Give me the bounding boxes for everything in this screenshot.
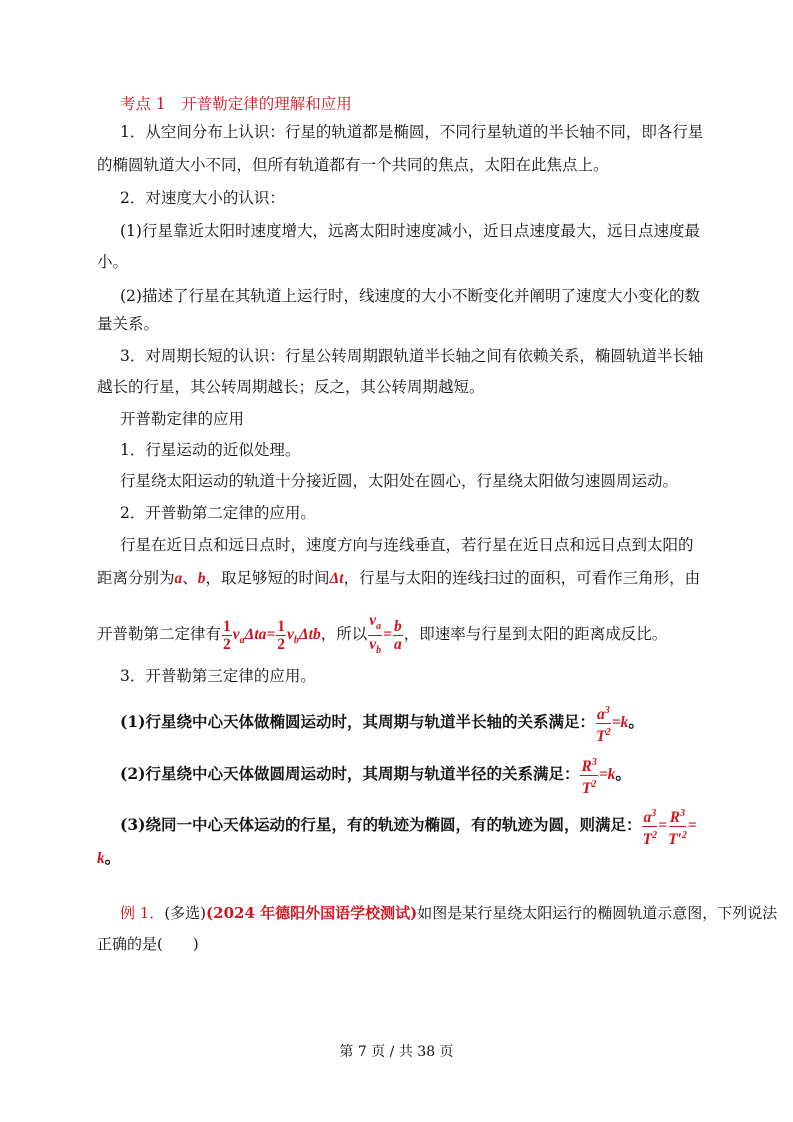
- delta-t: Δt: [329, 570, 344, 587]
- paragraph-line: (1)行星靠近太阳时速度增大，远离太阳时速度减小，近日点速度最大，远日点速度最: [120, 222, 700, 240]
- den: T: [642, 831, 653, 849]
- sub: b: [376, 645, 382, 657]
- page-footer: 第 7 页 / 共 38 页: [339, 1044, 454, 1060]
- example-type: (多选): [164, 904, 207, 922]
- ratio-formula: [367, 612, 403, 657]
- rhs: =k: [611, 714, 629, 732]
- den: 2: [277, 636, 286, 654]
- pow: 2: [652, 830, 658, 842]
- v: v: [232, 626, 240, 644]
- paragraph-line: 1．从空间分布上认识：行星的轨道都是椭圆，不同行星轨道的半长轴不同，即各行星: [120, 123, 704, 141]
- pow: 2: [591, 779, 597, 791]
- paragraph-line: 1．行星运动的近似处理。: [120, 441, 301, 459]
- third-law-title: 3．开普勒第三定律的应用。: [120, 667, 316, 685]
- paragraph-line: 2．对速度大小的认识：: [120, 189, 285, 207]
- eq: =: [687, 817, 697, 835]
- text: (2)行星绕中心天体做圆周运动时，其周期与轨道半径的关系满足：: [120, 764, 580, 784]
- paragraph-line: 量关系。: [97, 315, 160, 333]
- paragraph-line: 越长的行星，其公转周期越长；反之，其公转周期越短。: [97, 378, 485, 396]
- law-item-3: [120, 805, 697, 848]
- text: 。: [628, 712, 644, 732]
- example-1: [120, 903, 777, 923]
- den: 2: [223, 636, 231, 654]
- subheading: 开普勒定律的应用: [120, 410, 245, 428]
- eq: =: [266, 626, 276, 644]
- example-source: (2024 年德阳外国语学校测试): [206, 904, 418, 922]
- num: b: [393, 618, 402, 636]
- var-b: b: [197, 570, 206, 587]
- sub: a: [239, 635, 245, 647]
- text: 开普勒第二定律有: [97, 625, 222, 644]
- paragraph-line: 行星绕太阳运动的轨道十分接近圆，太阳处在圆心，行星绕太阳做匀速圆周运动。: [120, 472, 679, 490]
- paragraph-line: 的椭圆轨道大小不同，但所有轨道都有一个共同的焦点，太阳在此焦点上。: [97, 156, 609, 174]
- text: ，所以: [320, 625, 368, 644]
- var-a: a: [174, 570, 183, 587]
- example-text: 如图是某行星绕太阳运行的椭圆轨道示意图，下列说法: [417, 904, 778, 922]
- num: 1: [223, 618, 231, 636]
- paragraph-line: 行星在近日点和远日点时，速度方向与连线垂直，若行星在近日点和远日点到太阳的: [120, 536, 694, 554]
- dta: Δta: [244, 626, 267, 644]
- law-item-3-cont: [97, 848, 120, 869]
- text: 。: [104, 848, 121, 867]
- text: (3)绕同一中心天体运动的行星，有的轨迹为椭圆，有的轨迹为圆，则满足：: [120, 815, 642, 835]
- paragraph-line: 小。: [97, 253, 129, 271]
- den: a: [393, 636, 402, 654]
- den: T: [581, 780, 592, 798]
- v: v: [369, 636, 377, 654]
- paragraph-line: 2．开普勒第二定律的应用。: [120, 504, 316, 522]
- num: 1: [277, 618, 286, 636]
- example-1-cont: 正确的是( ): [97, 935, 199, 953]
- text: ，行星与太阳的连线扫过的面积，可看作三角形，由: [343, 569, 701, 587]
- num: a: [596, 706, 605, 724]
- eq: =: [383, 626, 392, 644]
- k: k: [97, 850, 105, 867]
- num: a: [643, 809, 652, 827]
- law-item-1: [120, 702, 644, 745]
- den: T′: [668, 831, 682, 849]
- eq: =: [658, 817, 668, 835]
- text: ，取足够短的时间: [205, 569, 330, 587]
- text: ，即速率与行星到太阳的距离成反比。: [403, 625, 668, 644]
- pow: 3: [651, 808, 657, 819]
- law-item-2: [120, 754, 631, 797]
- second-law-line: [97, 612, 667, 659]
- example-label: 例 1．: [120, 904, 165, 922]
- distance-line: [97, 568, 700, 589]
- pow: 2: [605, 727, 611, 739]
- pow: 3: [591, 757, 597, 768]
- text: 、: [182, 569, 198, 587]
- text: 距离分别为: [97, 569, 175, 587]
- text: 。: [615, 764, 631, 784]
- sub: a: [376, 621, 382, 633]
- paragraph-line: (2)描述了行星在其轨道上运行时，线速度的大小不断变化并阐明了速度大小变化的数: [120, 287, 700, 305]
- paragraph-line: 3．对周期长短的认识：行星公转周期跟轨道半长轴之间有依赖关系，椭圆轨道半长轴: [120, 347, 704, 365]
- rhs: =k: [598, 766, 616, 784]
- pow: 3: [680, 808, 686, 819]
- dtb: Δtb: [298, 626, 321, 644]
- section-title: 考点 1 开普勒定律的理解和应用: [120, 95, 352, 113]
- num: R: [581, 758, 592, 776]
- den: T: [596, 728, 606, 746]
- text: (1)行星绕中心天体做椭圆运动时，其周期与轨道半长轴的关系满足：: [120, 712, 595, 732]
- v: v: [369, 612, 377, 629]
- pow: 3: [604, 705, 610, 716]
- num: R: [669, 809, 681, 827]
- pow: 2: [681, 830, 687, 842]
- sub: b: [293, 635, 299, 647]
- v: v: [287, 626, 294, 644]
- second-law-formula: [221, 618, 321, 654]
